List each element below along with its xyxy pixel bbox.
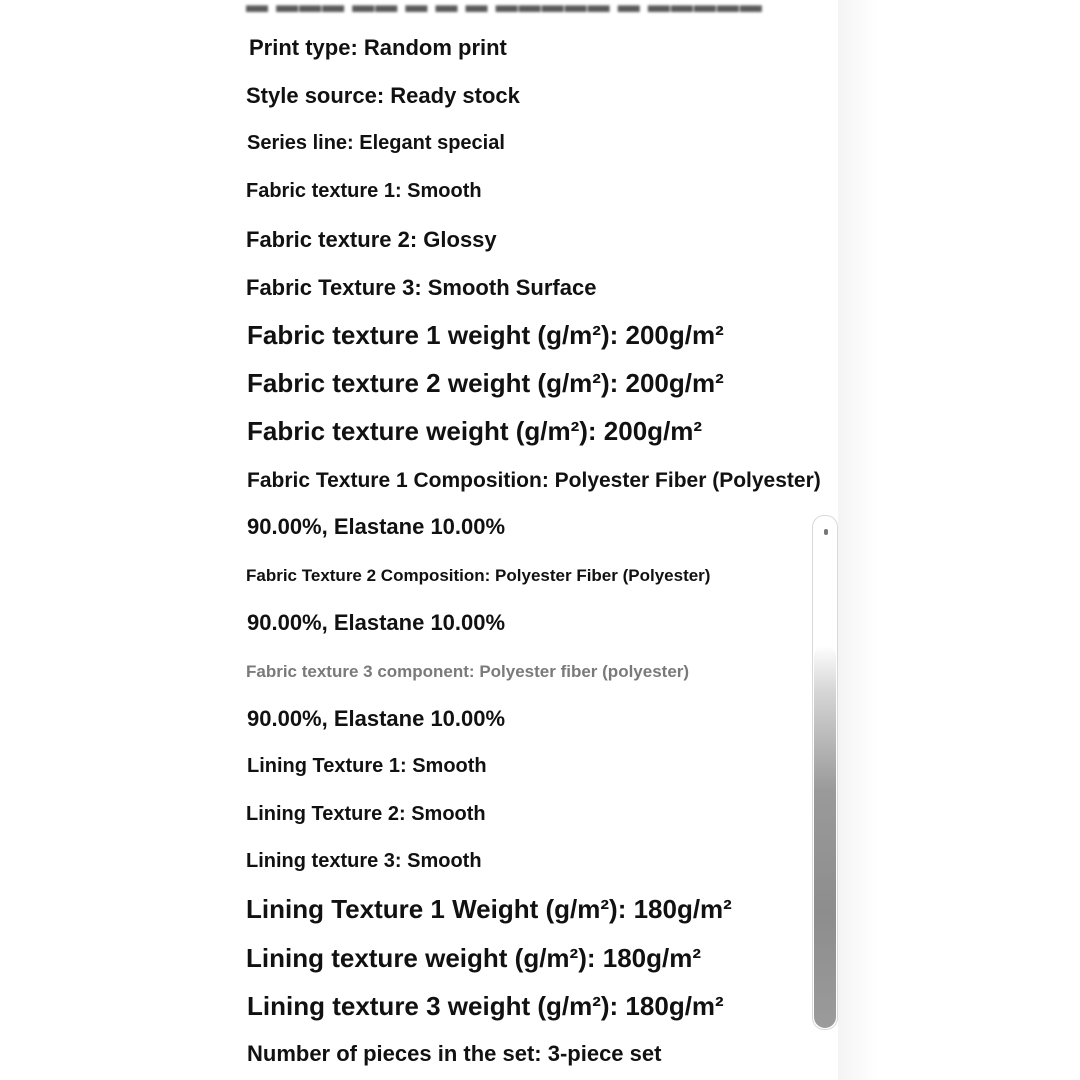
scrollbar-grip-icon (824, 529, 828, 535)
spec-fabric-texture-2: Fabric texture 2: Glossy (246, 227, 497, 252)
spec-fabric-texture-2-composition: Fabric Texture 2 Composition: Polyester Fiber (Polyester) (246, 566, 711, 585)
spec-lining-texture-3: Lining texture 3: Smooth (246, 850, 482, 872)
spec-lining-texture-3-weight: Lining texture 3 weight (g/m²): 180g/m² (247, 991, 724, 1021)
spec-fabric-texture-3: Fabric Texture 3: Smooth Surface (246, 275, 597, 300)
spec-fabric-texture-1: Fabric texture 1: Smooth (246, 180, 482, 202)
clipped-top-text: ▬ ▬▬▬ ▬▬ ▬ ▬ ▬ ▬▬▬▬▬ ▬ ▬▬▬▬▬ (246, 0, 763, 17)
spec-fabric-texture-1-weight: Fabric texture 1 weight (g/m²): 200g/m² (247, 320, 724, 350)
spec-fabric-texture-3-component-cont: 90.00%, Elastane 10.00% (247, 706, 506, 731)
spec-series-line: Series line: Elegant special (247, 132, 505, 154)
spec-fabric-texture-2-weight: Fabric texture 2 weight (g/m²): 200g/m² (247, 368, 724, 398)
spec-number-of-pieces: Number of pieces in the set: 3-piece set (247, 1041, 662, 1066)
spec-fabric-texture-1-composition: Fabric Texture 1 Composition: Polyester Fiber (Polyester) (247, 469, 821, 492)
spec-lining-texture-1: Lining Texture 1: Smooth (247, 755, 487, 777)
scrollbar-thumb[interactable] (814, 645, 836, 1028)
spec-print-type: Print type: Random print (249, 35, 507, 60)
spec-fabric-texture-weight: Fabric texture weight (g/m²): 200g/m² (247, 416, 703, 446)
spec-style-source: Style source: Ready stock (246, 83, 520, 108)
spec-lining-texture-1-weight: Lining Texture 1 Weight (g/m²): 180g/m² (246, 894, 732, 924)
spec-lining-texture-weight: Lining texture weight (g/m²): 180g/m² (246, 943, 702, 973)
spec-lining-texture-2: Lining Texture 2: Smooth (246, 803, 486, 825)
vertical-scrollbar[interactable] (812, 515, 838, 1030)
spec-fabric-texture-2-composition-cont: 90.00%, Elastane 10.00% (247, 610, 506, 635)
spec-fabric-texture-1-composition-cont: 90.00%, Elastane 10.00% (247, 514, 506, 539)
spec-fabric-texture-3-component: Fabric texture 3 component: Polyester fiber (polyester) (246, 662, 690, 681)
